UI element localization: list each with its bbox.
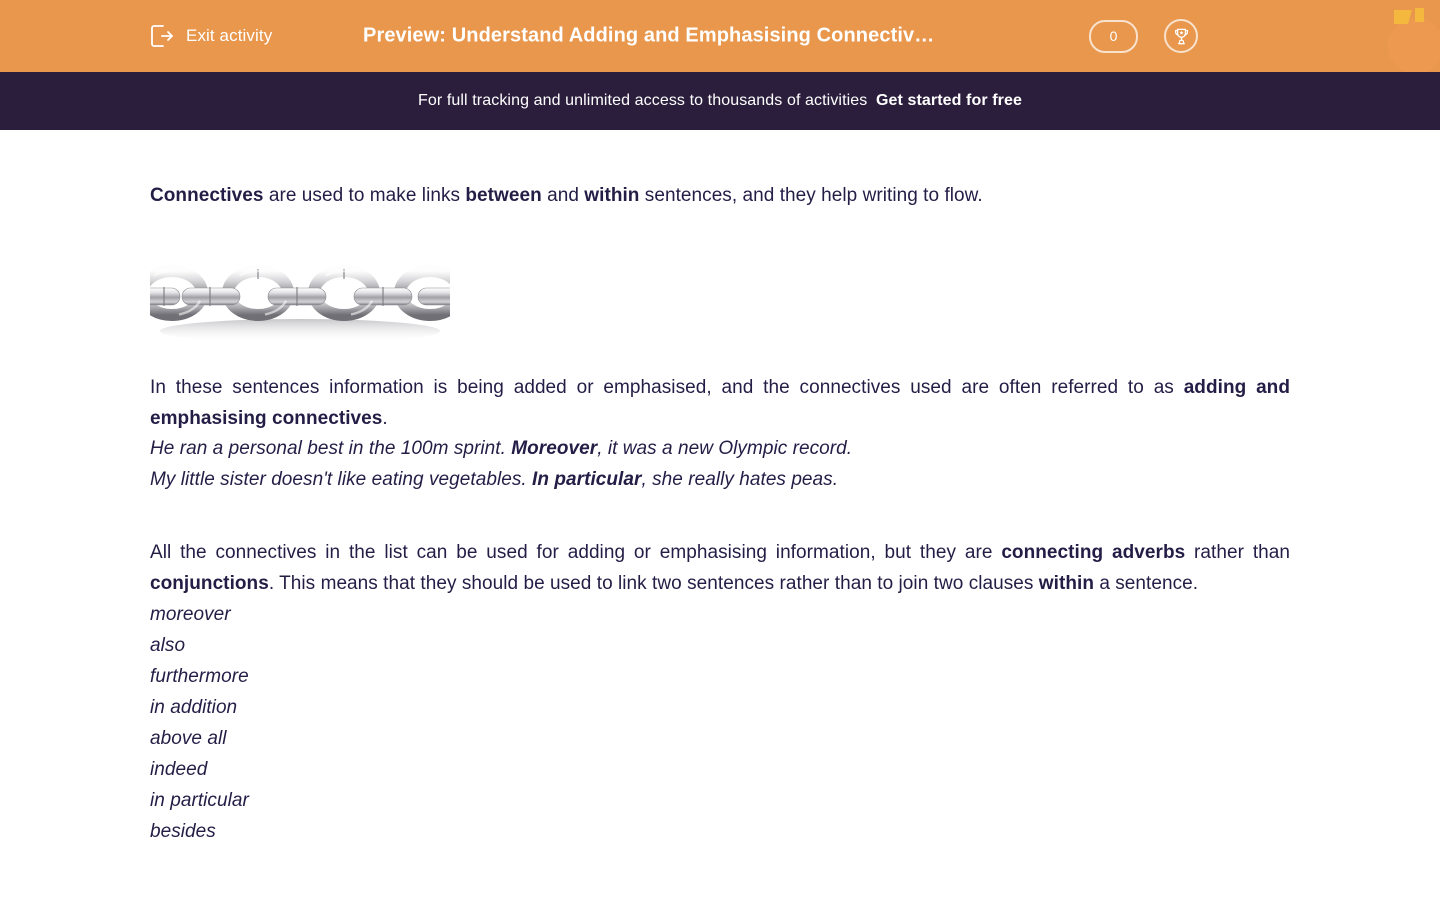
list-item: moreover (150, 604, 231, 625)
paragraph2-bold-connecting-adverbs: connecting adverbs (1001, 542, 1186, 563)
list-item: also (150, 635, 186, 656)
paragraph2-text-2: rather than (1185, 542, 1291, 563)
paragraph-adverbs (150, 538, 1290, 599)
connectives-list (150, 599, 1290, 847)
logo-leaf-icon (1394, 8, 1428, 28)
exit-activity-button[interactable] (149, 23, 272, 49)
intro-text-1: are used to make links (263, 185, 466, 206)
list-item: in addition (150, 697, 238, 718)
example1-before: He ran a personal best in the 100m sprint. (150, 438, 512, 459)
intro-bold-between: between (465, 185, 542, 206)
get-started-link[interactable]: Get started for free (875, 92, 1022, 109)
example2-before: My little sister doesn't like eating vegetables. (150, 468, 533, 490)
intro-text-2: and (541, 185, 585, 206)
promo-banner (0, 72, 1440, 130)
example1-after: , it was a new Olympic record. (597, 438, 853, 459)
promo-message-text: For full tracking and unlimited access to thousands of activities (418, 92, 868, 109)
activity-content (0, 130, 1440, 900)
paragraph2-text-4: a sentence. (1093, 572, 1199, 594)
paragraph2-text-3: . This means that they should be used to link two sentences rather than to join two clauses (268, 572, 1039, 594)
example1-connective: Moreover (511, 438, 598, 459)
header-actions (1089, 19, 1198, 53)
example2-after: , she really hates peas. (641, 468, 839, 490)
content-inner (0, 130, 1440, 847)
paragraph2-bold-conjunctions: conjunctions (150, 572, 269, 594)
paragraph1-bold: adding and emphasising connectives (150, 377, 1290, 429)
paragraph-explanation (150, 373, 1290, 434)
paragraph2-text-1: All the connectives in the list can be used for adding or emphasising information, but they are (150, 542, 1002, 563)
exit-activity-label: Exit activity (186, 26, 273, 45)
trophy-button[interactable] (1164, 19, 1198, 53)
example-sentence-2 (150, 465, 1290, 496)
app-header (0, 0, 1440, 72)
list-item: besides (150, 821, 216, 842)
intro-sentence (150, 130, 1290, 210)
exit-arrow-icon (149, 23, 175, 49)
list-item: in particular (150, 790, 249, 811)
promo-message (418, 92, 1022, 110)
paragraph1-text-2: . (382, 407, 388, 429)
points-badge[interactable] (1089, 20, 1138, 53)
example-sentence-1 (150, 434, 1290, 465)
chain-image (150, 248, 450, 361)
example2-connective: In particular (532, 468, 642, 490)
list-item: indeed (150, 759, 208, 780)
intro-text-3: sentences, and they help writing to flow. (639, 185, 983, 206)
list-item: furthermore (150, 666, 249, 687)
chain-links-illustration (150, 248, 450, 361)
intro-bold-connectives: Connectives (150, 185, 264, 206)
trophy-icon (1172, 27, 1191, 46)
intro-bold-within: within (584, 185, 640, 206)
page-title: Preview: Understand Adding and Emphasising Connectiv… (363, 24, 935, 47)
list-item: above all (150, 728, 227, 749)
paragraph2-bold-within: within (1038, 572, 1094, 594)
paragraph-spacer (150, 495, 1290, 526)
paragraph1-text-1: In these sentences information is being added or emphasised, and the connectives used are often referred to as (150, 377, 1184, 398)
orange-fruit-logo (1376, 2, 1440, 72)
points-value: 0 (1109, 28, 1118, 44)
